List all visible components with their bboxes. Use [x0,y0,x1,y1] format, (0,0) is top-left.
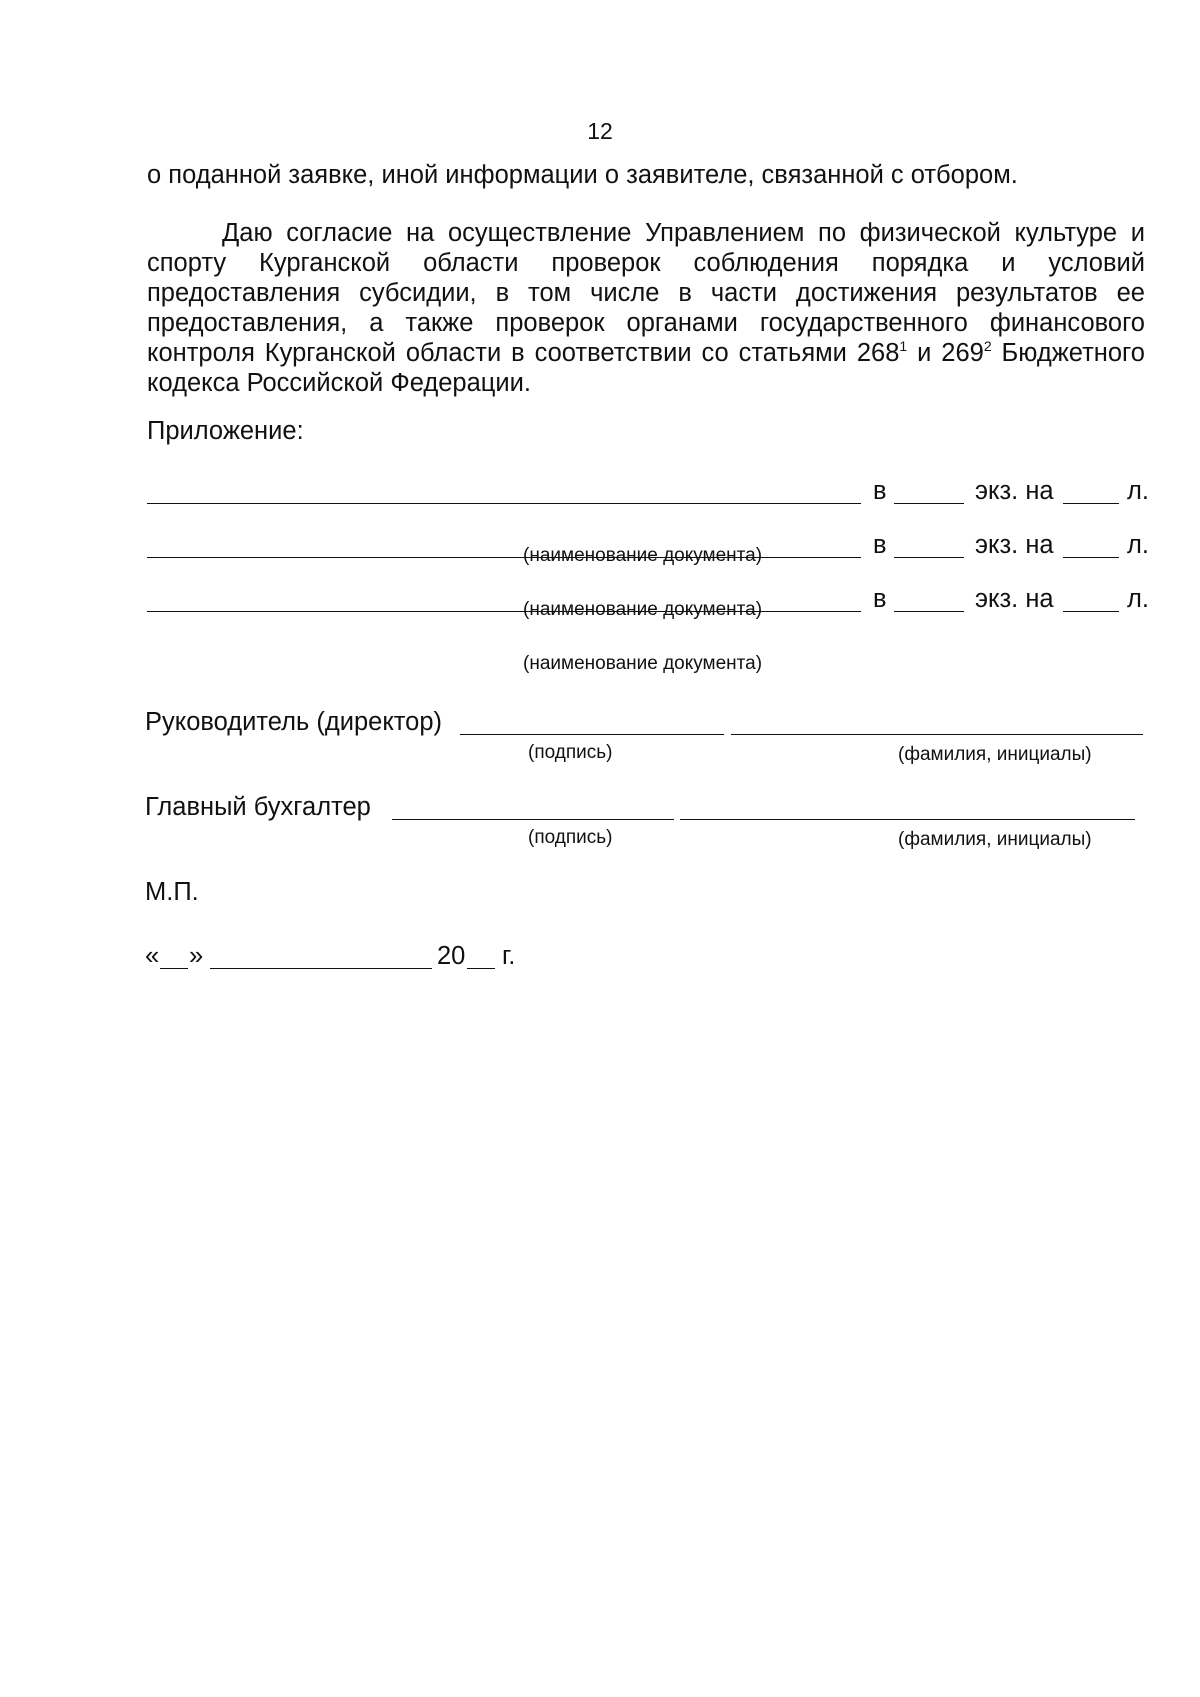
in-label: в [873,585,887,613]
copies-field[interactable] [894,503,964,504]
copies-field[interactable] [894,611,964,612]
consent-row-3: предоставления субсидии, в том числе в части достижения результатов ее [147,279,1145,307]
copies-label: экз. на [975,585,1054,613]
sheets-field[interactable] [1063,611,1119,612]
month-field[interactable] [210,968,432,969]
page-number: 12 [587,118,613,144]
document-name-caption: (наименование документа) [523,545,763,566]
consent-row-4: предоставления, а также проверок органами государственного финансового [147,309,1145,337]
accountant-signature-caption: (подпись) [528,827,613,848]
year-field[interactable] [467,968,495,969]
director-signature-caption: (подпись) [528,742,613,763]
director-signature-field[interactable] [460,734,724,735]
sheets-label: л. [1127,477,1149,505]
document-name-field[interactable] [147,611,861,612]
year-suffix: г. [502,942,516,970]
consent-row-5-end: Бюджетного [991,339,1145,367]
stamp-place-label: М.П. [145,878,199,906]
day-field[interactable] [160,968,188,969]
in-label: в [873,477,887,505]
document-name-caption: (наименование документа) [523,599,763,620]
in-label: в [873,531,887,559]
consent-row-5-start: контроля Курганской области в соответствии со статьями 268 [147,339,900,367]
accountant-signature-field[interactable] [392,819,674,820]
accountant-name-caption: (фамилия, инициалы) [898,829,1092,850]
director-name-caption: (фамилия, инициалы) [898,744,1092,765]
sheets-field[interactable] [1063,503,1119,504]
consent-row-5-middle: и 269 [907,339,984,367]
copies-label: экз. на [975,477,1054,505]
date-open-quote: « [145,942,160,970]
year-prefix: 20 [437,942,466,970]
accountant-label: Главный бухгалтер [145,793,371,821]
intro-line: о поданной заявке, иной информации о заявителе, связанной с отбором. [147,161,1018,189]
superscript-1: 1 [899,338,908,354]
accountant-name-field[interactable] [680,819,1135,820]
document-name-caption: (наименование документа) [523,653,763,674]
director-name-field[interactable] [731,734,1143,735]
copies-field[interactable] [894,557,964,558]
consent-row-2: спорту Курганской области проверок соблюдения порядка и условий [147,249,1145,277]
consent-row-5 [147,338,1145,368]
sheets-label: л. [1127,585,1149,613]
document-name-field[interactable] [147,557,861,558]
attachments-heading: Приложение: [147,417,304,445]
sheets-label: л. [1127,531,1149,559]
consent-row-6: кодекса Российской Федерации. [147,369,531,397]
director-label: Руководитель (директор) [145,708,443,736]
consent-row-1: Даю согласие на осуществление Управлением по физической культуре и [222,219,1145,247]
document-name-field[interactable] [147,503,861,504]
sheets-field[interactable] [1063,557,1119,558]
superscript-2: 2 [983,338,992,354]
date-close-quote: » [189,942,204,970]
consent-paragraph [147,218,1145,398]
copies-label: экз. на [975,531,1054,559]
